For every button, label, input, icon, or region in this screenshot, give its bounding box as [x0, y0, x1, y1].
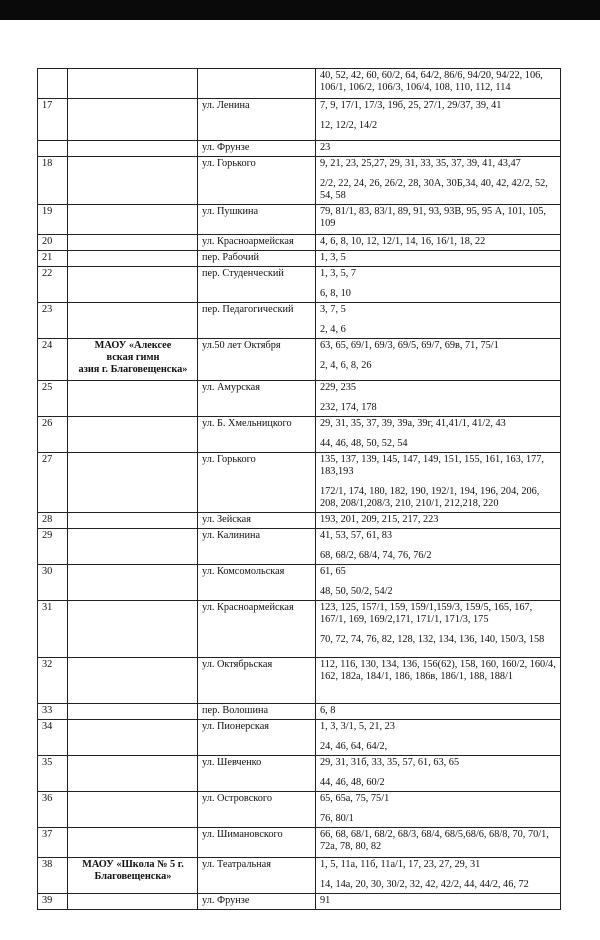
table-row [38, 601, 561, 658]
street-name: ул. Горького [198, 453, 316, 513]
house-numbers [316, 99, 561, 141]
school-name [68, 267, 198, 303]
street-name: ул. Комсомольская [198, 565, 316, 601]
address-table [37, 68, 561, 910]
row-number: 20 [38, 235, 68, 251]
table-row [38, 235, 561, 251]
street-name: пер. Студенческий [198, 267, 316, 303]
table-row [38, 792, 561, 828]
table-row [38, 453, 561, 513]
street-name: ул. Красноармейская [198, 235, 316, 251]
table-row [38, 658, 561, 704]
street-name: пер. Волошина [198, 704, 316, 720]
table-row [38, 381, 561, 417]
house-numbers [316, 251, 561, 267]
street-name: ул. Театральная [198, 858, 316, 894]
house-list: 40, 52, 42, 60, 60/2, 64, 64/2, 86/6, 94/20, 94/22, 106, 106/1, 106/2, 106/3, 106/4, 108, 110, 112, 114 [320, 70, 543, 93]
house-list: 112, 116, 130, 134, 136, 156(62), 158, 160, 160/2, 160/4, 162, 182а, 184/1, 186, 186в, 186/1, 188, 188/1 [320, 659, 556, 682]
school-name [68, 303, 198, 339]
house-numbers [316, 205, 561, 235]
street-name: ул. Красноармейская [198, 601, 316, 658]
table-row [38, 894, 561, 910]
row-number: 27 [38, 453, 68, 513]
row-number: 28 [38, 513, 68, 529]
school-name [68, 894, 198, 910]
house-list: 123, 125, 157/1, 159, 159/1,159/3, 159/5, 165, 167, 167/1, 169, 169/2,171, 171/1, 171/3, 175 [320, 602, 533, 625]
house-numbers [316, 858, 561, 894]
street-name: ул. Пионерская [198, 720, 316, 756]
row-number: 35 [38, 756, 68, 792]
school-name: МАОУ «Алексее вская гимн азия г. Благовещенска» [68, 339, 198, 381]
school-name [68, 756, 198, 792]
house-numbers [316, 828, 561, 858]
house-list: 9, 21, 23, 25,27, 29, 31, 33, 35, 37, 39, 41, 43,47 [320, 158, 521, 169]
street-name: ул. Б. Хмельницкого [198, 417, 316, 453]
row-number: 37 [38, 828, 68, 858]
house-numbers [316, 141, 561, 157]
row-number: 23 [38, 303, 68, 339]
house-numbers [316, 658, 561, 704]
school-name [68, 99, 198, 141]
school-name [68, 157, 198, 205]
house-list: 6, 8, 10 [320, 288, 351, 299]
house-list: 7, 9, 17/1, 17/3, 19б, 25, 27/1, 29/37, 39, 41 [320, 100, 502, 111]
house-list: 232, 174, 178 [320, 402, 377, 413]
school-name [68, 565, 198, 601]
house-list: 29, 31, 35, 37, 39, 39а, 39г, 41,41/1, 41/2, 43 [320, 418, 506, 429]
house-list: 65, 65а, 75, 75/1 [320, 793, 390, 804]
house-list: 44, 46, 48, 50, 52, 54 [320, 438, 408, 449]
house-numbers [316, 69, 561, 99]
top-dark-bar [0, 0, 600, 20]
street-name: ул. Калинина [198, 529, 316, 565]
row-number: 33 [38, 704, 68, 720]
table-row [38, 565, 561, 601]
street-name: ул. Октябрьская [198, 658, 316, 704]
school-name [68, 235, 198, 251]
house-list: 229, 235 [320, 382, 357, 393]
house-numbers [316, 339, 561, 381]
house-list: 29, 31, 31б, 33, 35, 57, 61, 63, 65 [320, 757, 460, 768]
street-name: ул. Ленина [198, 99, 316, 141]
house-list: 79, 81/1, 83, 83/1, 89, 91, 93, 93В, 95, 95 А, 101, 105, 109 [320, 206, 546, 229]
house-list: 70, 72, 74, 76, 82, 128, 132, 134, 136, 140, 150/3, 158 [320, 634, 545, 645]
table-row [38, 828, 561, 858]
school-name [68, 417, 198, 453]
street-name: пер. Педагогический [198, 303, 316, 339]
table-row [38, 141, 561, 157]
street-name: ул. Островского [198, 792, 316, 828]
school-name [68, 453, 198, 513]
house-list: 1, 3, 5, 7 [320, 268, 357, 279]
street-name: пер. Рабочий [198, 251, 316, 267]
table-row [38, 858, 561, 894]
house-list: 68, 68/2, 68/4, 74, 76, 76/2 [320, 550, 432, 561]
table-row [38, 756, 561, 792]
table-row [38, 157, 561, 205]
table-row [38, 704, 561, 720]
table-row [38, 99, 561, 141]
street-name: ул.50 лет Октября [198, 339, 316, 381]
row-number: 21 [38, 251, 68, 267]
house-numbers [316, 565, 561, 601]
school-name [68, 251, 198, 267]
house-list: 6, 8 [320, 705, 336, 716]
row-number: 34 [38, 720, 68, 756]
row-number: 19 [38, 205, 68, 235]
school-name [68, 205, 198, 235]
street-name [198, 69, 316, 99]
house-list: 24, 46, 64, 64/2, [320, 741, 388, 752]
house-numbers [316, 267, 561, 303]
table-row [38, 267, 561, 303]
school-name [68, 658, 198, 704]
row-number: 22 [38, 267, 68, 303]
table-row [38, 303, 561, 339]
house-list: 172/1, 174, 180, 182, 190, 192/1, 194, 196, 204, 206, 208, 208/1,208/3, 210, 210/1, 212,218, 220 [320, 486, 540, 509]
house-list: 4, 6, 8, 10, 12, 12/1, 14, 16, 16/1, 18, 22 [320, 236, 486, 247]
street-name: ул. Горького [198, 157, 316, 205]
row-number: 17 [38, 99, 68, 141]
street-name: ул. Фрунзе [198, 894, 316, 910]
house-list: 193, 201, 209, 215, 217, 223 [320, 514, 439, 525]
row-number: 26 [38, 417, 68, 453]
house-list: 135, 137, 139, 145, 147, 149, 151, 155, 161, 163, 177, 183,193 [320, 454, 544, 477]
row-number [38, 69, 68, 99]
street-name: ул. Шимановского [198, 828, 316, 858]
house-numbers [316, 894, 561, 910]
table-row [38, 417, 561, 453]
table-row [38, 529, 561, 565]
house-numbers [316, 453, 561, 513]
row-number: 18 [38, 157, 68, 205]
address-table-body [38, 69, 561, 910]
street-name: ул. Шевченко [198, 756, 316, 792]
house-list: 2, 4, 6, 8, 26 [320, 360, 372, 371]
house-numbers [316, 417, 561, 453]
table-row [38, 69, 561, 99]
house-numbers [316, 720, 561, 756]
school-name [68, 69, 198, 99]
row-number: 29 [38, 529, 68, 565]
house-numbers [316, 235, 561, 251]
house-numbers [316, 756, 561, 792]
school-name [68, 601, 198, 658]
house-list: 2/2, 22, 24, 26, 26/2, 28, 30А, 30Б,34, 40, 42, 42/2, 52, 54, 58 [320, 178, 548, 201]
house-list: 2, 4, 6 [320, 324, 346, 335]
house-list: 23 [320, 142, 331, 153]
table-row [38, 251, 561, 267]
school-name [68, 529, 198, 565]
street-name: ул. Амурская [198, 381, 316, 417]
house-list: 12, 12/2, 14/2 [320, 120, 378, 131]
row-number: 32 [38, 658, 68, 704]
row-number: 36 [38, 792, 68, 828]
school-name [68, 704, 198, 720]
row-number: 25 [38, 381, 68, 417]
table-row [38, 339, 561, 381]
school-name [68, 720, 198, 756]
house-numbers [316, 704, 561, 720]
school-name [68, 513, 198, 529]
house-numbers [316, 157, 561, 205]
row-number: 30 [38, 565, 68, 601]
school-name [68, 792, 198, 828]
house-list: 44, 46, 48, 60/2 [320, 777, 385, 788]
school-name: МАОУ «Школа № 5 г. Благовещенска» [68, 858, 198, 894]
house-list: 48, 50, 50/2, 54/2 [320, 586, 393, 597]
table-row [38, 720, 561, 756]
street-name: ул. Зейская [198, 513, 316, 529]
house-list: 14, 14а, 20, 30, 30/2, 32, 42, 42/2, 44, 44/2, 46, 72 [320, 879, 529, 890]
house-numbers [316, 513, 561, 529]
house-list: 66, 68, 68/1, 68/2, 68/3, 68/4, 68/5,68/6, 68/8, 70, 70/1, 72а, 78, 80, 82 [320, 829, 549, 852]
row-number [38, 141, 68, 157]
school-name [68, 141, 198, 157]
row-number: 39 [38, 894, 68, 910]
row-number: 31 [38, 601, 68, 658]
table-row [38, 513, 561, 529]
house-list: 63, 65, 69/1, 69/3, 69/5, 69/7, 69в, 71, 75/1 [320, 340, 499, 351]
school-name [68, 828, 198, 858]
house-numbers [316, 303, 561, 339]
house-list: 1, 3, 3/1, 5, 21, 23 [320, 721, 395, 732]
table-row [38, 205, 561, 235]
house-numbers [316, 381, 561, 417]
house-list: 41, 53, 57, 61, 83 [320, 530, 393, 541]
row-number: 38 [38, 858, 68, 894]
house-list: 61, 65 [320, 566, 346, 577]
house-list: 3, 7, 5 [320, 304, 346, 315]
house-list: 76, 80/1 [320, 813, 354, 824]
house-list: 1, 3, 5 [320, 252, 346, 263]
street-name: ул. Пушкина [198, 205, 316, 235]
house-list: 1, 5, 11а, 11б, 11а/1, 17, 23, 27, 29, 31 [320, 859, 481, 870]
house-numbers [316, 601, 561, 658]
house-numbers [316, 792, 561, 828]
street-name: ул. Фрунзе [198, 141, 316, 157]
school-name [68, 381, 198, 417]
house-list: 91 [320, 895, 331, 906]
house-numbers [316, 529, 561, 565]
row-number: 24 [38, 339, 68, 381]
